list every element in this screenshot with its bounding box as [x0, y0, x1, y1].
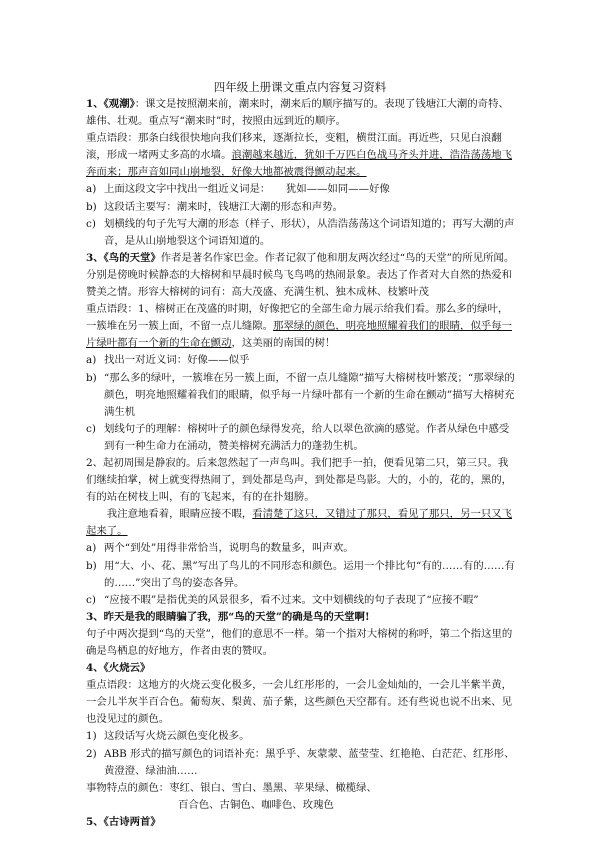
section-5-heading: 5、《古诗两首》 [86, 815, 161, 828]
list-item: c) “应接不暇”是指优美的风景很多，看不过来。文中划横线的句子表现了“应接不暇” [86, 593, 479, 606]
underlined-sentence: 那翠绿的颜色，明亮地照耀着我们的眼睛，似乎每一片绿叶都有一个新的生命在颤动 [86, 320, 513, 350]
underlined-sentence: 看清楚了这只，又错过了那只，看见了那只，另一只又飞起来了。 [86, 508, 513, 538]
list-item: b) 这段话主要写：潮来时，钱塘江大潮的形态和声势。 [86, 200, 343, 213]
section-3-intro: 3、《鸟的天堂》作者是著名作家巴金。作者记叙了他和朋友两次经过“鸟的天堂”的所见所闻。分别是傍晚时候静态的大榕树和早晨时候鸟飞鸟鸣的热闹景象。表达了作者对大自然的热爱和赞美之情。形容大榕树的词有：高大茂盛、充满生机、独木成林、枝繁叶茂 [86, 251, 515, 299]
list-item: b) 用“大、小、花、黑”写出了鸟儿的不同形态和颜色。运用一个排比句“有的……有的……有的……”突出了鸟的姿态各异。 [86, 559, 515, 589]
list-item: a) 两个“到处”用得非常恰当，说明鸟的数量多，叫声欢。 [86, 542, 354, 555]
section-3-key-passage-2b: 我注意地看着，眼睛应接不暇，看清楚了这只，又错过了那只，看见了那只，另一只又飞起来了。 [86, 508, 513, 538]
section-3-point-3-explanation: 句子中两次提到“鸟的天堂”，他们的意思不一样。第一个指对大榕树的称呼，第二个指这里的确是鸟栖息的好地方，作者由衷的赞叹。 [86, 627, 513, 657]
section-1-intro: 1、《观潮》：课文是按照潮来前，潮来时，潮来后的顺序描写的。表现了钱塘江大潮的奇特、雄伟、壮观。重点写“潮来时”时，按照由远到近的顺序。 [86, 98, 509, 128]
document-body [86, 96, 516, 831]
list-item: a) 找出一对近义词：好像——似乎 [86, 354, 250, 367]
color-words-line-2: 百合色、古铜色、咖啡色、玫瑰色 [178, 798, 334, 811]
section-1-heading: 1、《观潮》 [86, 98, 135, 110]
color-words-line-1: 事物特点的颜色：枣红、银白、雪白、墨黑、苹果绿、橄榄绿、 [86, 781, 377, 794]
list-item: c) 划横线的句子先写大潮的形态（样子、形状），从浩浩荡荡这个词语知道的；再写大潮的声音，是从山崩地裂这个词语知道的。 [86, 217, 515, 247]
list-item: c) 划线句子的理解：榕树叶子的颜色绿得发亮，给人以翠色欲滴的感觉。作者从绿色中感受到有一种生命力在涌动，赞美榕树充满活力的蓬勃生机。 [86, 422, 510, 452]
list-item: b) “那么多的绿叶，一簇堆在另一簇上面，不留一点儿缝隙”描写大榕树枝叶繁茂；“那翠绿的颜色，明亮地照耀着我们的眼睛，似乎每一片绿叶都有一个新的生命在颤动”描写大榕树充满生机 [86, 371, 515, 418]
page-title: 四年级上册课文重点内容复习资料 [213, 80, 387, 94]
section-4-heading: 4、《火烧云》 [86, 662, 151, 675]
section-3-key-passage-2: 2、起初周围是静寂的。后来忽然起了一声鸟叫。我们把手一拍，便看见第二只，第三只。我们继续拍掌，树上就变得热闹了，到处都是鸟声，到处都是鸟影。大的，小的，花的，黑的，有的站在树枝上叫，有的飞起来，有的在扑翅膀。 [86, 456, 513, 504]
section-3-heading: 3、《鸟的天堂》 [86, 251, 161, 264]
section-3-point-3: 3、昨天是我的眼睛骗了我，那“鸟的天堂”的确是鸟的天堂啊! [86, 610, 370, 623]
section-1-key-passage: 重点语段：那条白线很快地向我们移来，逐渐拉长，变粗，横贯江面。再近些，只见白浪翻滚，形成一堵两丈多高的水墙。浪潮越来越近，犹如千万匹白色战马齐头并进，浩浩荡荡地飞奔而来；那声音如同山崩地裂，好像大地都被震得颤动起来。 [86, 132, 513, 179]
list-item: 1) 这段话写火烧云颜色变化极多。 [86, 730, 250, 743]
section-4-key-passage: 重点语段：这地方的火烧云变化极多，一会儿红彤彤的，一会儿金灿灿的，一会儿半紫半黄，一会儿半灰半百合色。葡萄灰、梨黄、茄子紫，这些颜色天空都有。还有些说也说不出来、见也没见过的颜色。 [86, 679, 513, 726]
section-3-key-passage-1: 重点语段：1、榕树正在茂盛的时期，好像把它的全部生命力展示给我们看。那么多的绿叶，一簇堆在另一簇上面，不留一点儿缝隙。那翠绿的颜色，明亮地照耀着我们的眼睛，似乎每一片绿叶都有一个新的生命在颤动，这美丽的南国的树！ [86, 303, 513, 350]
list-item: a) 上面这段文字中找出一组近义词是： 犹如——如同——好像 [86, 183, 390, 196]
underlined-sentence: 浪潮越来越近，犹如千万匹白色战马齐头并进，浩浩荡荡地飞奔而来 [86, 149, 513, 179]
list-item: 2) ABB 形式的描写颜色的词语补充：黑乎乎、灰蒙蒙、蓝莹莹、红艳艳、白茫茫、红彤彤、黄澄澄、绿油油…… [86, 747, 515, 777]
